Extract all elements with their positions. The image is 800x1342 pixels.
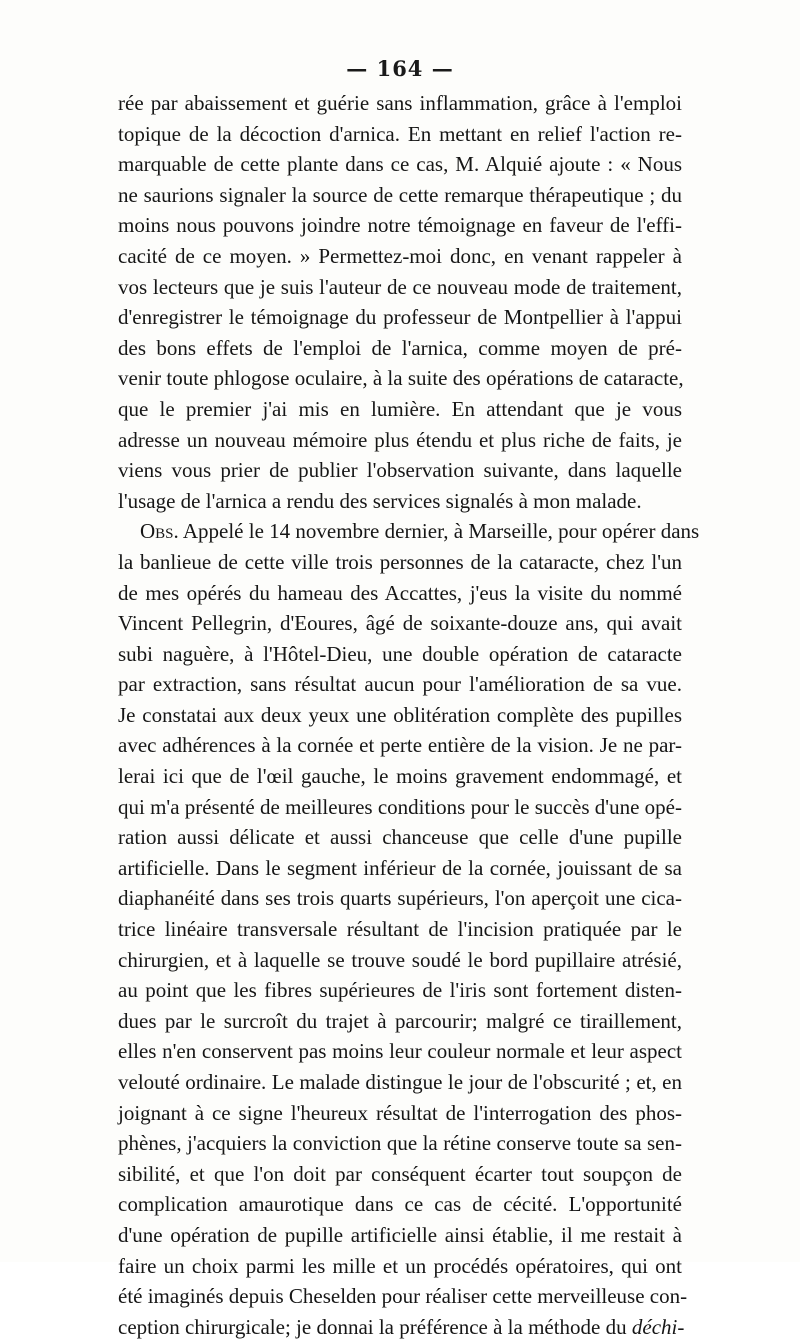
paragraph-2-continued: [118, 547, 688, 1312]
text-line: phènes, j'acquiers la conviction que la rétine conserve toute sa sen-: [118, 1131, 682, 1156]
text-line-final: [118, 1312, 685, 1342]
text-line: d'une opération de pupille artificielle ainsi établie, il me restait à: [118, 1222, 682, 1247]
text-line: été imaginés depuis Cheselden pour réaliser cette merveilleuse con-: [118, 1284, 688, 1309]
text-line: vos lecteurs que je suis l'auteur de ce nouveau mode de traitement,: [118, 274, 682, 299]
body-text: [118, 88, 700, 1342]
text-line: moins nous pouvons joindre notre témoignage en faveur de l'effi-: [118, 213, 682, 238]
text-line: Vincent Pellegrin, d'Eoures, âgé de soixante-douze ans, qui avait: [118, 611, 682, 636]
text-line: faire un choix parmi les mille et un procédés opératoires, qui ont: [118, 1253, 682, 1278]
paragraph-2: [118, 516, 700, 547]
text-line: joignant à ce signe l'heureux résultat de l'interrogation des phos-: [118, 1100, 682, 1125]
paragraph-2-first-line: Appelé le 14 novembre dernier, à Marseille, pour opérer dans: [178, 519, 700, 544]
paragraph-1: [118, 88, 682, 516]
text-line: par extraction, sans résultat aucun pour l'amélioration de sa vue.: [118, 672, 682, 697]
text-line: la banlieue de cette ville trois personnes de la cataracte, chez l'un: [118, 549, 682, 574]
text-line: [118, 516, 700, 547]
text-line: velouté ordinaire. Le malade distingue le jour de l'obscurité ; et, en: [118, 1070, 682, 1094]
text-line: des bons effets de l'emploi de l'arnica, comme moyen de pré-: [118, 335, 682, 360]
text-line: qui m'a présenté de meilleures conditions pour le succès d'une opé-: [118, 794, 682, 819]
text-line: trice linéaire transversale résultant de l'incision pratiquée par le: [118, 917, 682, 942]
text-line: avec adhérences à la cornée et perte entière de la vision. Je ne par-: [118, 733, 682, 758]
page-number: — 164 —: [346, 56, 454, 81]
text-line: d'enregistrer le témoignage du professeur de Montpellier à l'appui: [118, 305, 682, 330]
text-line: sibilité, et que l'on doit par conséquent écarter tout soupçon de: [118, 1161, 682, 1186]
text-line: chirurgien, et à laquelle se trouve soudé le bord pupillaire atrésié,: [118, 947, 682, 972]
text-line: que le premier j'ai mis en lumière. En attendant que je vous: [118, 396, 682, 421]
text-line: viens vous prier de publier l'observation suivante, dans laquelle: [118, 458, 682, 483]
final-line-italic: déchi-: [631, 1314, 685, 1339]
text-line: venir toute phlogose oculaire, à la suite des opérations de cataracte,: [118, 366, 684, 391]
text-line: ne saurions signaler la source de cette remarque thérapeutique ; du: [118, 182, 682, 207]
text-line: marquable de cette plante dans ce cas, M. Alquié ajoute : « Nous: [118, 152, 682, 177]
text-line: complication amaurotique dans ce cas de cécité. L'opportunité: [118, 1192, 682, 1217]
text-line: ration aussi délicate et aussi chanceuse que celle d'une pupille: [118, 825, 682, 850]
text-line: lerai ici que de l'œil gauche, le moins gravement endommagé, et: [118, 764, 682, 789]
text-line: topique de la décoction d'arnica. En mettant en relief l'action re-: [118, 121, 682, 146]
text-line: rée par abaissement et guérie sans inflammation, grâce à l'emploi: [118, 91, 682, 115]
text-line: elles n'en conservent pas moins leur couleur normale et leur aspect: [118, 1039, 682, 1064]
text-line: l'usage de l'arnica a rendu des services signalés à mon malade.: [118, 488, 642, 513]
observation-label: Obs.: [140, 519, 179, 544]
text-line: adresse un nouveau mémoire plus étendu et plus riche de faits, je: [118, 427, 682, 452]
text-line: artificielle. Dans le segment inférieur de la cornée, jouissant de sa: [118, 855, 682, 880]
text-line: au point que les fibres supérieures de l'iris sont fortement disten-: [118, 978, 682, 1003]
text-line: dues par le surcroît du trajet à parcourir; malgré ce tiraillement,: [118, 1008, 682, 1033]
text-line: subi naguère, à l'Hôtel-Dieu, une double opération de cataracte: [118, 641, 682, 666]
text-line: cacité de ce moyen. » Permettez-moi donc, en venant rappeler à: [118, 243, 682, 268]
final-line-text: ception chirurgicale; je donnai la préférence à la méthode du: [118, 1314, 632, 1339]
text-line: Je constatai aux deux yeux une oblitération complète des pupilles: [118, 702, 682, 727]
text-line: diaphanéité dans ses trois quarts supérieurs, l'on aperçoit une cica-: [118, 886, 682, 911]
text-line: de mes opérés du hameau des Accattes, j'eus la visite du nommé: [118, 580, 682, 605]
